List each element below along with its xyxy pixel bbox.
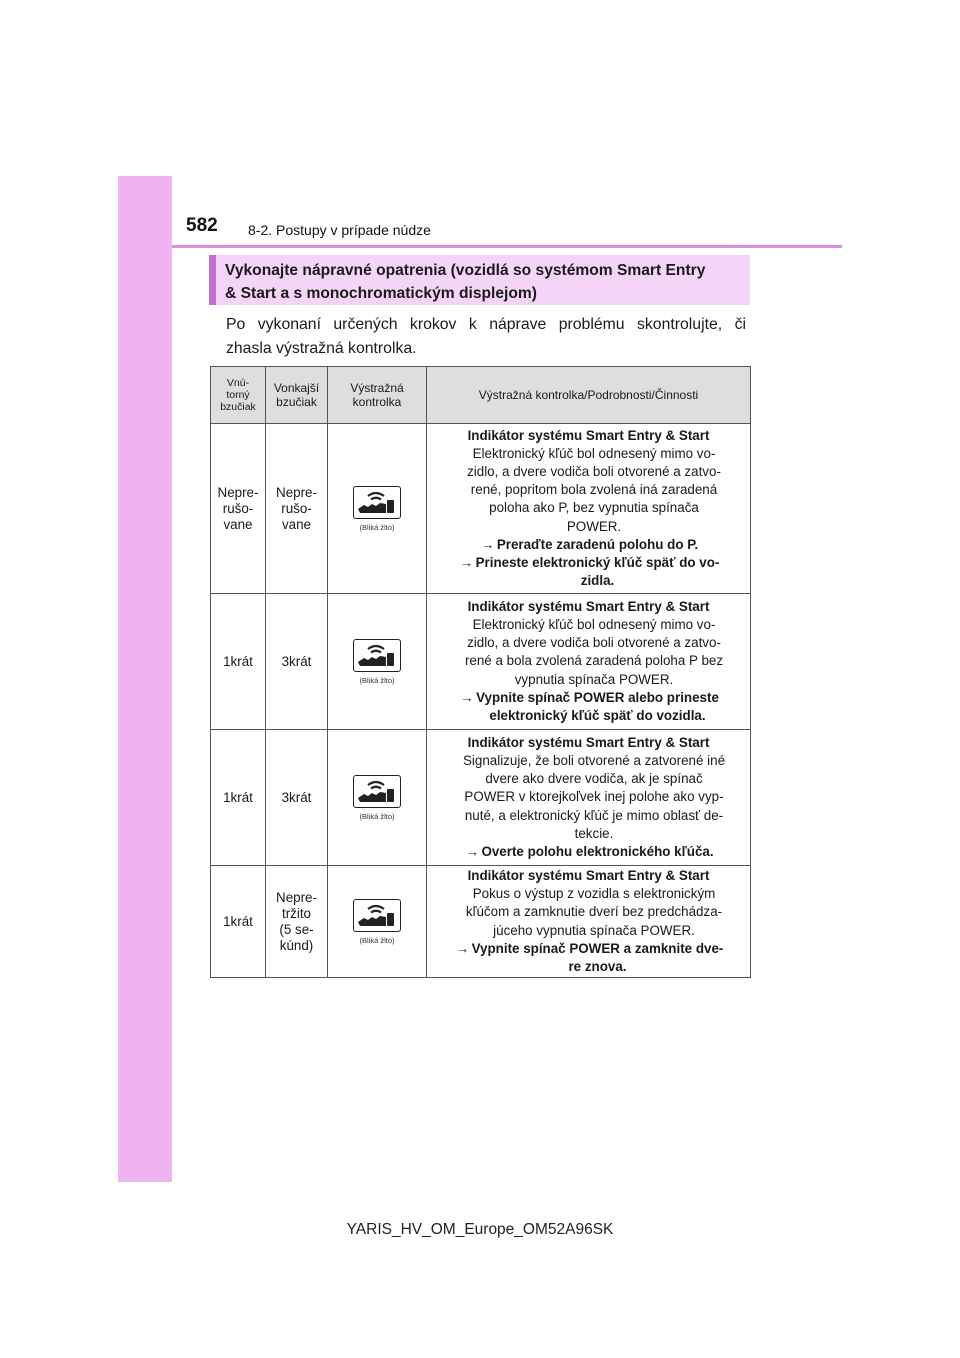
smart-key-warning-icon xyxy=(353,639,401,672)
section-title: 8-2. Postupy v prípade núdze xyxy=(248,222,431,238)
table-row xyxy=(211,424,751,594)
table-row xyxy=(211,594,751,730)
details-cell xyxy=(427,730,751,866)
action-text: Vypnite spínač POWER a zamknite dve- re znova. xyxy=(471,940,724,974)
warning-table xyxy=(210,366,751,978)
callout-line-1: Vykonajte nápravné opatrenia (vozidlá so systémom Smart Entry xyxy=(225,262,706,279)
smart-key-warning-icon xyxy=(353,899,401,932)
table-row xyxy=(211,866,751,978)
warning-light-cell xyxy=(328,730,427,866)
warning-light-cell xyxy=(328,594,427,730)
action-text: Vypnite spínač POWER alebo prineste elektronický kľúč späť do vozidla. xyxy=(476,689,719,723)
icon-caption: (Bliká žlto) xyxy=(359,935,395,945)
details-cell xyxy=(427,594,751,730)
detail-body: Signalizuje, že boli otvorené a zatvorené iné dvere ako dvere vodiča, ak je spínač POWER v ktorejkoľvek inej polohe ako vyp- nuté, a elektronický kľúč je mimo oblasť de- tekcie. xyxy=(462,752,726,841)
detail-action xyxy=(427,843,750,861)
detail-action xyxy=(427,554,750,590)
callout-line-2: & Start a s monochromatickým displejom) xyxy=(225,285,537,302)
detail-body: Pokus o výstup z vozidla s elektronickým kľúčom a zamknutie dverí bez predchádza- júceho vypnutia spínača POWER. xyxy=(465,886,723,938)
header-external-buzzer: Vonkajší bzučiak xyxy=(266,367,328,424)
table-row xyxy=(211,730,751,866)
internal-buzzer-cell: 1krát xyxy=(211,730,266,866)
details-cell xyxy=(427,424,751,594)
arrow-icon: → xyxy=(460,689,474,705)
header-details: Výstražná kontrolka/Podrobnosti/Činnosti xyxy=(427,367,751,424)
side-tab-band xyxy=(118,176,172,1182)
action-text: Prineste elektronický kľúč späť do vo- zidla. xyxy=(475,555,720,589)
smart-key-warning-icon xyxy=(353,775,401,808)
external-buzzer-cell: 3krát xyxy=(266,594,328,730)
detail-body: Elektronický kľúč bol odnesený mimo vo- zidlo, a dvere vodiča boli otvorené a zatvo- rené, popritom bola zvolená iná zaradená poloha ako P, bez vypnutia spínača POWER. xyxy=(467,445,721,534)
detail-action xyxy=(427,940,750,976)
warning-light-cell xyxy=(328,424,427,594)
detail-title: Indikátor systému Smart Entry & Start xyxy=(467,867,710,883)
detail-title: Indikátor systému Smart Entry & Start xyxy=(467,598,710,614)
external-buzzer-cell: Nepre- rušo- vane xyxy=(266,424,328,594)
intro-line-1: Po vykonaní určených krokov k náprave problému skontrolujte, či xyxy=(226,316,746,333)
smart-key-warning-icon xyxy=(353,486,401,519)
detail-action xyxy=(427,536,750,554)
detail-title: Indikátor systému Smart Entry & Start xyxy=(467,427,710,443)
detail-title: Indikátor systému Smart Entry & Start xyxy=(467,734,710,750)
external-buzzer-cell: 3krát xyxy=(266,730,328,866)
table-header-row xyxy=(211,367,751,424)
external-buzzer-cell: Nepre- tržito (5 se- kúnd) xyxy=(266,866,328,978)
icon-caption: (Bliká žlto) xyxy=(359,811,395,821)
header-warning-light: Výstražná kontrolka xyxy=(328,367,427,424)
action-text: Overte polohu elektronického kľúča. xyxy=(481,844,714,859)
header-internal-buzzer: Vnú- torný bzučiak xyxy=(211,367,266,424)
action-text: Preraďte zaradenú polohu do P. xyxy=(496,536,699,552)
detail-action xyxy=(427,689,750,725)
callout-heading xyxy=(209,255,750,305)
internal-buzzer-cell: 1krát xyxy=(211,594,266,730)
footer-code: YARIS_HV_OM_Europe_OM52A96SK xyxy=(346,1221,614,1238)
internal-buzzer-cell: 1krát xyxy=(211,866,266,978)
intro-line-2: zhasla výstražná kontrolka. xyxy=(226,340,417,357)
intro-paragraph xyxy=(226,313,746,361)
arrow-icon: → xyxy=(455,940,470,956)
arrow-icon: → xyxy=(481,536,495,552)
header-rule xyxy=(172,245,842,248)
page-number: 582 xyxy=(186,215,218,236)
arrow-icon: → xyxy=(465,844,480,859)
details-cell xyxy=(427,866,751,978)
icon-caption: (Bliká žlto) xyxy=(359,522,395,532)
icon-caption: (Bliká žlto) xyxy=(359,675,395,685)
warning-light-cell xyxy=(328,866,427,978)
arrow-icon: → xyxy=(459,555,474,570)
detail-body: Elektronický kľúč bol odnesený mimo vo- zidlo, a dvere vodiča boli otvorené a zatvo- rené a bola zvolená zaradená poloha P bez vypnutia spínača POWER. xyxy=(464,616,724,687)
internal-buzzer-cell: Nepre- rušo- vane xyxy=(211,424,266,594)
